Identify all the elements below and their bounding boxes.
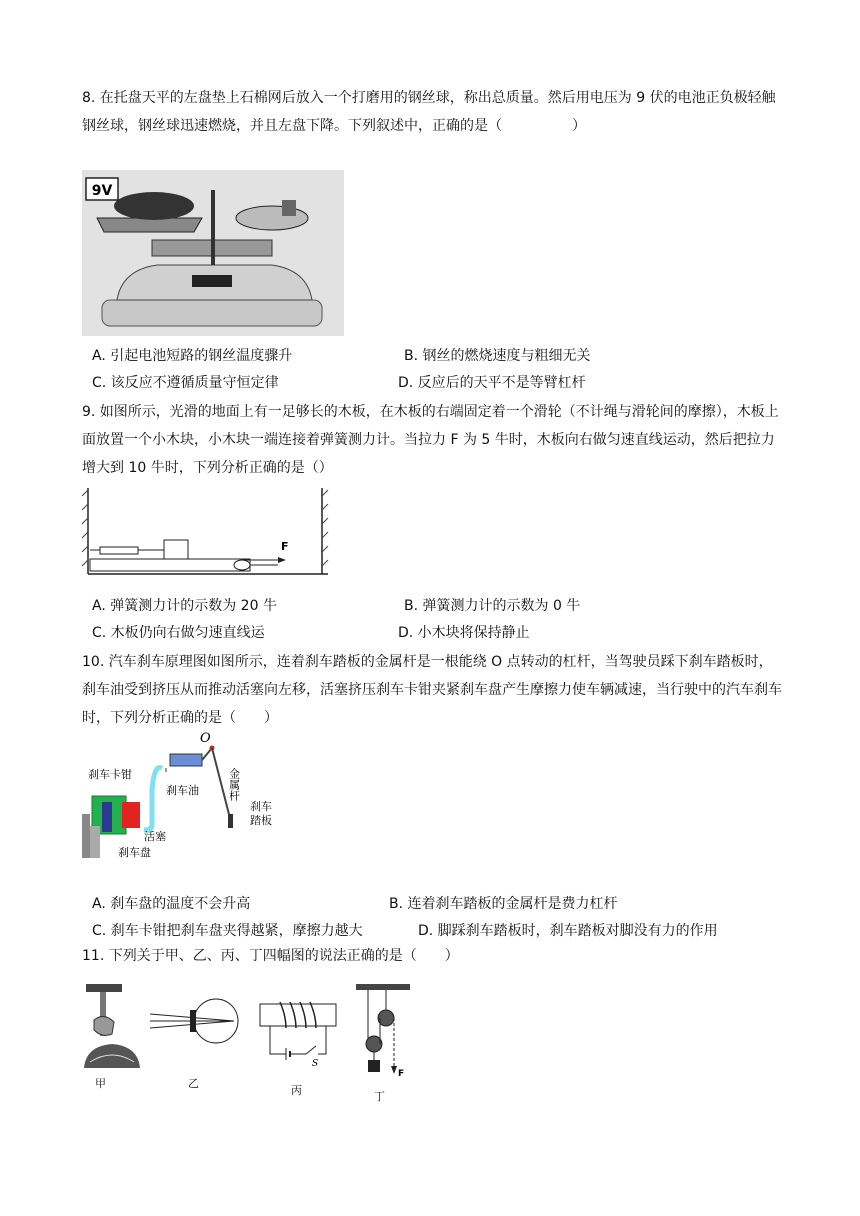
caption-yi: 乙 [188, 1077, 199, 1090]
label-caliper: 刹车卡钳 [88, 768, 132, 781]
caption-jia: 甲 [95, 1077, 106, 1090]
q10-option-a[interactable]: A. 刹车盘的温度不会升高 [92, 896, 251, 912]
label-rod: 金属杆 [227, 768, 241, 801]
caption-ding: 丁 [374, 1090, 385, 1103]
question-11-text: 11. 下列关于甲、乙、丙、丁四幅图的说法正确的是（ ） [82, 948, 459, 964]
q8-option-c[interactable]: C. 该反应不遵循质量守恒定律 [92, 375, 279, 391]
q9-option-a[interactable]: A. 弹簧测力计的示数为 20 牛 [92, 598, 277, 614]
battery-label: 9V [91, 183, 113, 199]
pulley-icon [234, 560, 250, 570]
brake-figure [82, 730, 272, 860]
force-label: F [281, 540, 289, 553]
figure-ding-pulley [352, 984, 414, 1082]
label-piston: 活塞 [144, 830, 166, 843]
q10-option-b[interactable]: B. 连着刹车踏板的金属杆是费力杠杆 [389, 896, 618, 912]
question-9-text: 9. 如图所示，光滑的地面上有一足够长的木板，在木板的右端固定着一个滑轮（不计绳与滑轮间的摩擦），木板上面放置一个小木块，小木块一端连接着弹簧测力计。当拉力 F 为 5 牛时，木板向右做匀速直线运动，然后把拉力增大到 10 牛时，下列分析正确的是（） [82, 404, 779, 476]
question-8-text: 8. 在托盘天平的左盘垫上石棉网后放入一个打磨用的钢丝球，称出总质量。然后用电压为 9 伏的电池正负极轻触钢丝球，钢丝球迅速燃烧，并且左盘下降。下列叙述中，正确的是（ ） [82, 90, 776, 134]
q9-option-c[interactable]: C. 木板仍向右做匀速直线运 [92, 625, 265, 641]
balance-figure [82, 170, 344, 336]
q11-force-label: F [398, 1069, 405, 1079]
q10-option-c[interactable]: C. 刹车卡钳把刹车盘夹得越紧，摩擦力越大 [92, 923, 363, 939]
q8-option-b[interactable]: B. 钢丝的燃烧速度与粗细无关 [404, 348, 591, 364]
figure-yi-eye [150, 996, 244, 1046]
label-pedal: 刹车踏板 [250, 800, 272, 827]
q9-option-b[interactable]: B. 弹簧测力计的示数为 0 牛 [404, 598, 581, 614]
wood-block [164, 540, 188, 559]
switch-label: S [312, 1059, 319, 1066]
board-pulley-figure [82, 488, 338, 578]
figure-jia-hammer [82, 982, 142, 1068]
label-disc: 刹车盘 [118, 846, 151, 859]
spring-scale-icon [100, 547, 138, 554]
q8-option-d[interactable]: D. 反应后的天平不是等臂杠杆 [398, 375, 586, 391]
label-oil: 刹车油 [166, 784, 199, 797]
figure-bing-solenoid [256, 1000, 340, 1066]
caption-bing: 丙 [291, 1084, 302, 1097]
label-o: O [200, 731, 211, 746]
brake-pedal-icon [228, 814, 233, 828]
q9-option-d[interactable]: D. 小木块将保持静止 [398, 625, 530, 641]
q10-option-d[interactable]: D. 脚踩刹车踏板时，刹车踏板对脚没有力的作用 [418, 923, 718, 939]
question-10-text: 10. 汽车刹车原理图如图所示，连着刹车踏板的金属杆是一根能绕 O 点转动的杠杆，当驾驶员踩下刹车踏板时，刹车油受到挤压从而推动活塞向左移，活塞挤压刹车卡钳夹紧刹车盘产生摩擦力使车辆减速，当行驶中的汽车刹车时，下列分析正确的是（ ） [82, 654, 782, 726]
q8-option-a[interactable]: A. 引起电池短路的钢丝温度骤升 [92, 348, 293, 364]
